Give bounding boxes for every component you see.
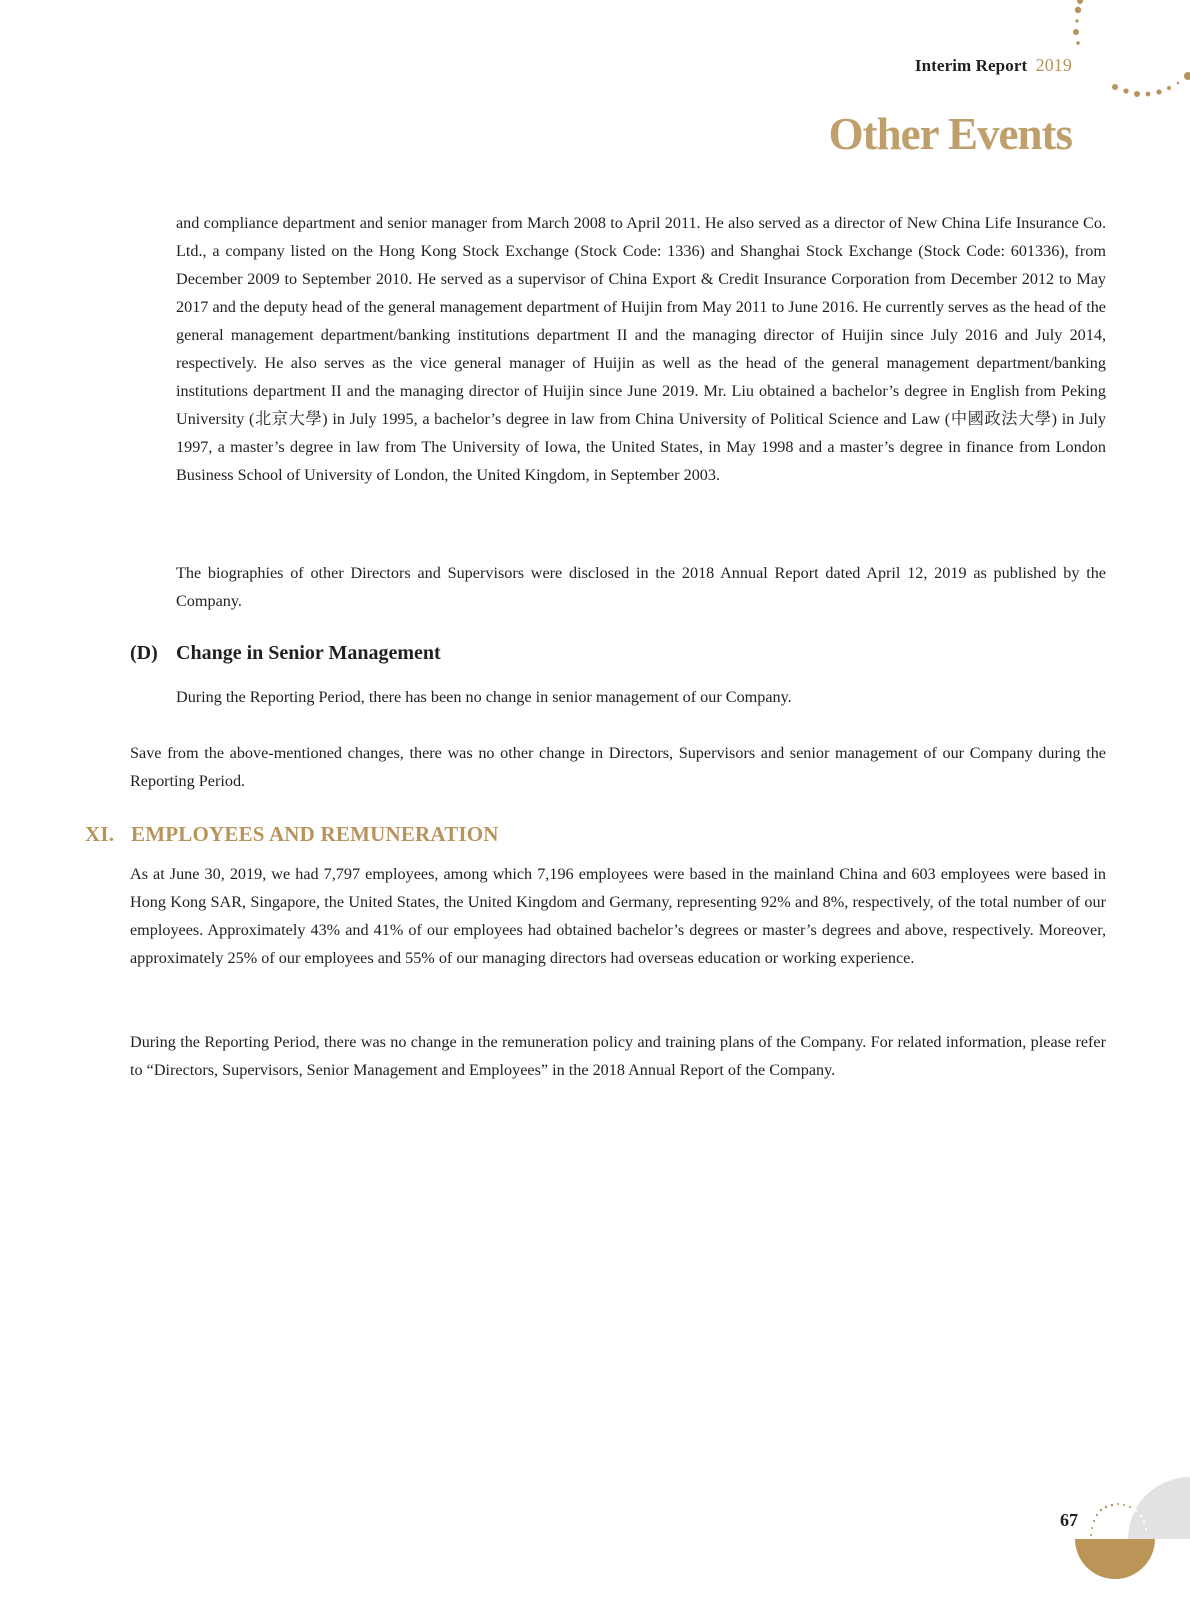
page-number: 67 — [1060, 1510, 1078, 1530]
biography-paragraph: and compliance department and senior manager from March 2008 to April 2011. He also served as a director of New China Life Insurance Co. Ltd., a company listed on the Hong Kong Stock Exchange (Stock Code: 1336) and Shanghai Stock Exchange (Stock Code: 601336), from December 2009 to September 2010. He served as a supervisor of China Export & Credit Insurance Corporation from December 2012 to May 2017 and the deputy head of the general management department of Huijin from May 2011 to June 2016. He currently serves as the head of the general management department/banking institutions department II and the managing director of Huijin since July 2016 and July 2014, respectively. He also serves as the vice general manager of Huijin as well as the head of the general management department/banking institutions department II and the managing director of Huijin since June 2019. Mr. Liu obtained a bachelor’s degree in English from Peking University (北京大學) in July 1995, a bachelor’s degree in law from China University of Political Science and Law (中國政法大學) in July 1997, a master’s degree in law from The University of Iowa, the United States, in May 1998 and a master’s degree in finance from London Business School of University of London, the United Kingdom, in September 2003. — [176, 214, 1106, 484]
employees-paragraph: As at June 30, 2019, we had 7,797 employees, among which 7,196 employees were based in the mainland China and 603 employees were based in Hong Kong SAR, Singapore, the United States, the United Kingdom and Germany, representing 92% and 8%, respectively, of the total number of our employees. Approximately 43% and 41% of our employees had obtained bachelor’s degrees or master’s degrees and above, respectively. Moreover, approximately 25% of our employees and 55% of our managing directors had overseas education or working experience. — [130, 865, 1106, 967]
report-header — [915, 55, 1072, 76]
subsection-title: Change in Senior Management — [176, 642, 441, 664]
section-label: XI. — [85, 822, 115, 846]
page-title: Other Events — [828, 109, 1072, 159]
report-label: Interim Report — [914, 56, 1028, 75]
remuneration-paragraph: During the Reporting Period, there was no change in the remuneration policy and training plans of the Company. For related information, please refer to “Directors, Supervisors, Senior Management and Employees” in the 2018 Annual Report of the Company. — [130, 1033, 1106, 1079]
section-title: EMPLOYEES AND REMUNERATION — [131, 822, 499, 846]
report-year: 2019 — [1035, 55, 1072, 75]
senior-management-text: During the Reporting Period, there has been no change in senior management of our Company. — [176, 688, 792, 706]
footer-decoration-icon — [0, 1460, 1190, 1615]
subsection-heading-d — [130, 642, 441, 665]
subsection-label: (D) — [130, 642, 158, 664]
section-heading-xi — [85, 822, 499, 847]
biographies-note: The biographies of other Directors and Supervisors were disclosed in the 2018 Annual Report dated April 12, 2019 as published by the Company. — [176, 564, 1106, 610]
save-from-paragraph: Save from the above-mentioned changes, there was no other change in Directors, Supervisors and senior management of our Company during the Reporting Period. — [130, 744, 1106, 790]
